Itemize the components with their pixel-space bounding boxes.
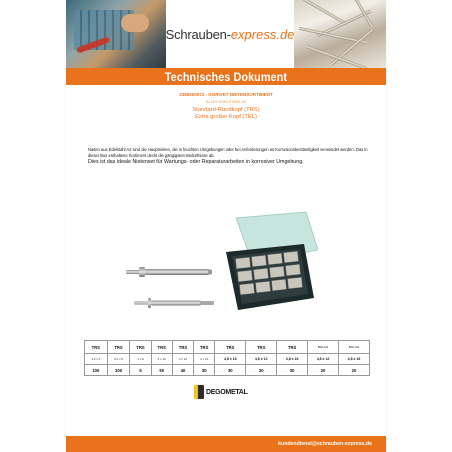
- table-dimensions-row: [85, 354, 370, 365]
- table-cell: 40: [172, 365, 193, 376]
- table-cell: 4,8 x 10: [215, 354, 246, 365]
- table-cell: 4 x 10: [151, 354, 172, 365]
- table-header-cell: TRS: [107, 341, 130, 354]
- product-description: [88, 147, 378, 166]
- product-material: ALLES EDELSTAHL A2: [205, 100, 247, 104]
- table-cell: 4,8 x 16: [277, 354, 308, 365]
- table-cell: 4,8 x 16: [339, 354, 370, 365]
- table-header-cell: TRS: [246, 341, 277, 354]
- assortment-table: [84, 340, 370, 376]
- title-bar: [66, 68, 386, 85]
- table-cell: 4 x 8: [130, 354, 151, 365]
- product-heading: [66, 92, 386, 120]
- document-title: Technisches Dokument: [164, 69, 288, 84]
- table-header-cell: TRS: [194, 341, 215, 354]
- table-cell: 100: [85, 365, 108, 376]
- table-cell: 20: [308, 365, 339, 376]
- product-code: 2385000072 - GORIVET NIETENSORTIMENT: [179, 92, 273, 97]
- table-cell: 4 x 12: [172, 354, 193, 365]
- table-cell: 50: [151, 365, 172, 376]
- table-header-cell: TRS: [172, 341, 193, 354]
- table-cell: 4,8 x 12: [308, 354, 339, 365]
- table-header-cell: TRS: [85, 341, 108, 354]
- table-cell: 5: [130, 365, 151, 376]
- table-header-cell: TRS: [151, 341, 172, 354]
- header-banner: [66, 0, 386, 68]
- site-logo[interactable]: [166, 0, 294, 68]
- table-cell: 30: [215, 365, 246, 376]
- manufacturer-name: DEGOMETAL: [206, 388, 248, 396]
- rivet-image-standard: [126, 266, 216, 278]
- table-cell: 100: [107, 365, 130, 376]
- table-cell: 20: [339, 365, 370, 376]
- table-header-cell: TRS: [215, 341, 246, 354]
- header-photo-screws: [294, 0, 386, 68]
- table-header-cell: TRS: [130, 341, 151, 354]
- table-cell: 3,2 x 8: [107, 354, 130, 365]
- table-header-cell: BOLCH: [308, 341, 339, 354]
- manufacturer-logo-icon: [194, 385, 204, 399]
- document-page: [66, 0, 386, 452]
- hand-image: [121, 14, 149, 32]
- logo-accent-text: express.de: [230, 26, 295, 42]
- table-cell: 4 x 16: [194, 354, 215, 365]
- manufacturer-logo: [190, 381, 262, 403]
- table-quantity-row: [85, 365, 370, 376]
- head-type-large: Extra großer Kopf (TEL): [195, 114, 257, 120]
- table-header-cell: BOLCH: [339, 341, 370, 354]
- table-cell: 30: [246, 365, 277, 376]
- logo-main-text: Schrauben-: [165, 26, 231, 42]
- description-paragraph-2: Dies ist das ideale Nietenset für Wartungs- oder Reparaturarbeiten in korrosiver Umgebung.: [88, 159, 304, 165]
- rivet-assortment-box-image: [218, 210, 318, 312]
- header-photo-workshop: [66, 0, 166, 68]
- table-cell: 30: [277, 365, 308, 376]
- support-email-link[interactable]: kundendienst@schrauben-express.de: [278, 441, 372, 447]
- head-type-standard: Standard-Rundkopf (TRS): [192, 107, 260, 113]
- table-cell: 4,8 x 12: [246, 354, 277, 365]
- table-header-cell: TRS: [277, 341, 308, 354]
- table-cell: 3,2 x 6: [85, 354, 108, 365]
- table-header-row: [85, 341, 370, 354]
- footer-bar: [66, 436, 386, 452]
- table-cell: 30: [194, 365, 215, 376]
- description-paragraph-1: Nieten aus Edelstahl A2 sind die Hauptnieten, die in feuchten Umgebungen oder bei Anforderungen an Korrosionsbeständigkeit verwendet werden. Das in dieser Box enthaltene Sortiment deckt die gängigsten Bedürfnisse ab.: [88, 147, 368, 158]
- rivet-image-large-head: [134, 298, 216, 308]
